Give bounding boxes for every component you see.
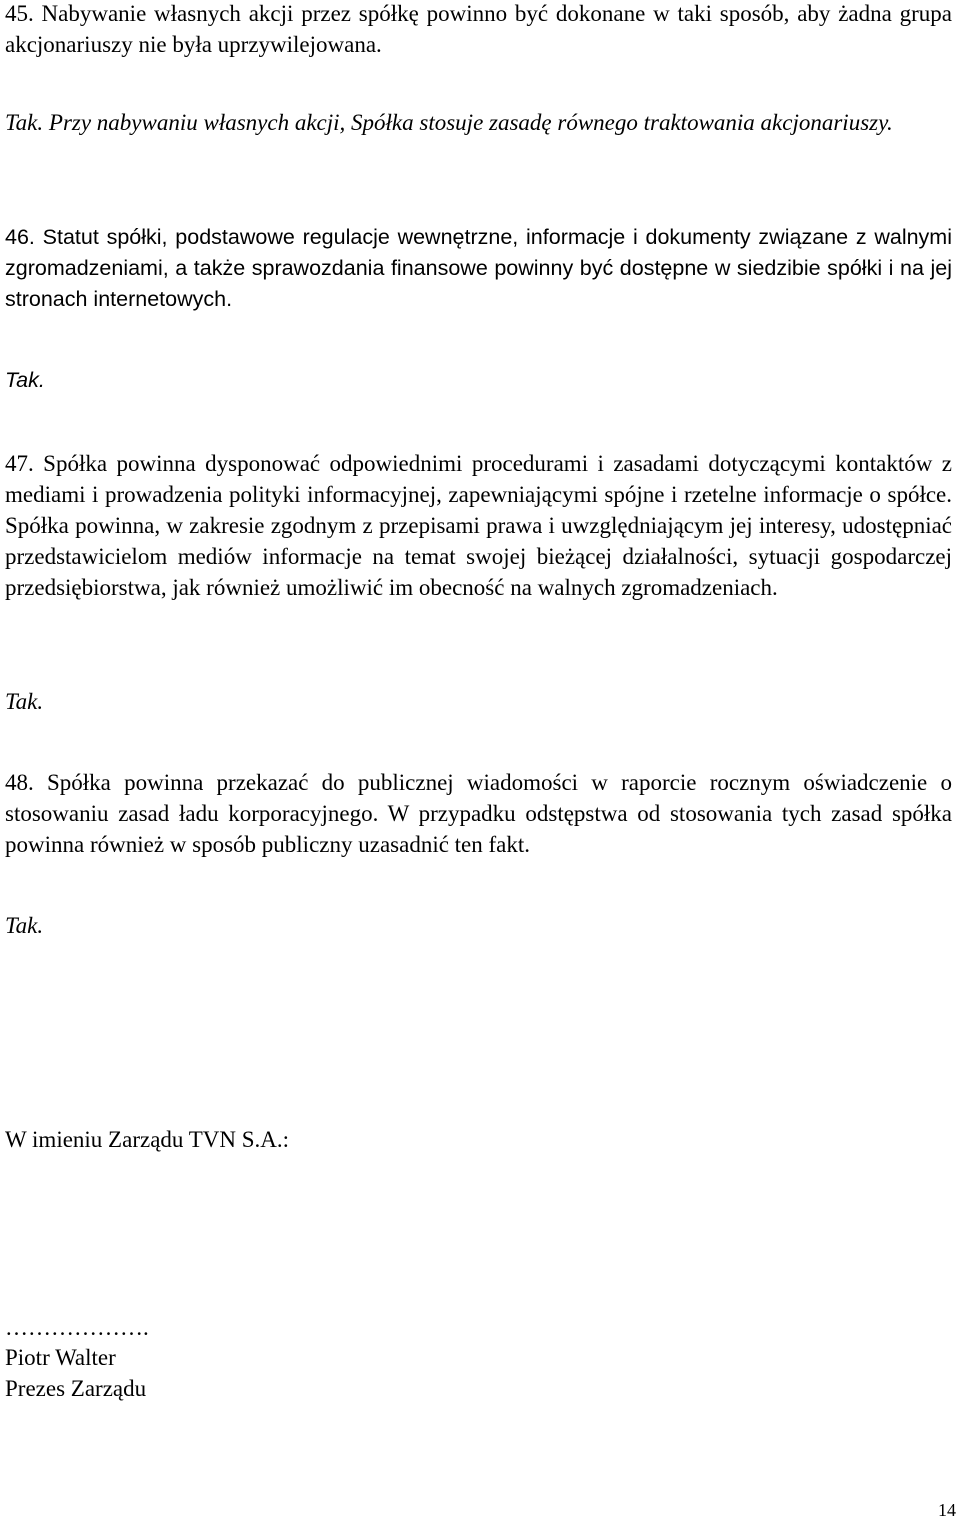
point-48-answer: Tak. [5,913,44,938]
point-45-answer: Tak. Przy nabywaniu własnych akcji, Spółka stosuje zasadę równego traktowania akcjonariuszy. [5,110,893,135]
signatory-role: Prezes Zarządu [5,1376,147,1401]
point-47-text: 47. Spółka powinna dysponować odpowiednimi procedurami i zasadami dotyczącymi kontaktów z mediami i prowadzenia polityki informacyjnej, zapewniającymi spójne i rzetelne informacje o spółce. Spółka powinna, w zakresie zgodnym z przepisami prawa i uwzględniającym jej interesy, udostępniać przedstawicielom mediów informacje na temat swojej bieżącej działalności, sytuacji gospodarczej przedsiębiorstwa, jak również umożliwić im obecność na walnych zgromadzeniach. [5,451,952,600]
point-46-answer: Tak. [5,368,45,392]
signatory-name: Piotr Walter [5,1345,116,1370]
point-48-text: 48. Spółka powinna przekazać do publicznej wiadomości w raporcie rocznym oświadczenie o stosowaniu zasad ładu korporacyjnego. W przypadku odstępstwa od stosowania tych zasad spółka powinna również w sposób publiczny uzasadnić ten fakt. [5,770,952,857]
signature-line: ………………. [5,1315,149,1340]
signature-on-behalf: W imieniu Zarządu TVN S.A.: [5,1127,290,1152]
point-47-answer: Tak. [5,689,44,714]
page-number: 14 [938,1500,956,1520]
point-45-text: 45. Nabywanie własnych akcji przez spółkę powinno być dokonane w taki sposób, aby żadna grupa akcjonariuszy nie była uprzywilejowana. [5,1,952,57]
point-46-text: 46. Statut spółki, podstawowe regulacje wewnętrzne, informacje i dokumenty związane z walnymi zgromadzeniami, a także sprawozdania finansowe powinny być dostępne w siedzibie spółki i na jej stronach internetowych. [5,225,952,311]
